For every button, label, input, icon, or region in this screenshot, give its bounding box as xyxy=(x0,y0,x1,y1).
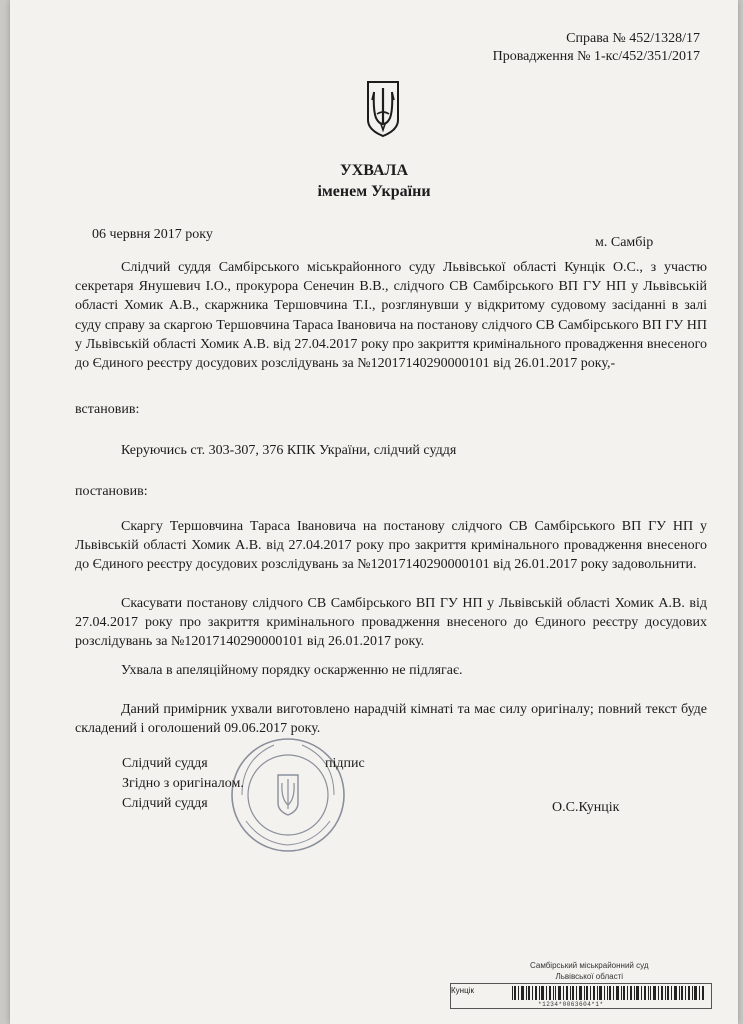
ruled-label: постановив: xyxy=(75,484,148,499)
title-ukhvala: УХВАЛА xyxy=(340,162,408,179)
document-page xyxy=(10,0,738,1024)
judge-label-2: Слідчий суддя xyxy=(122,796,208,811)
barcode-label: Кунцік xyxy=(451,986,474,995)
signature-word: підпис xyxy=(325,756,365,771)
intro-paragraph: Слідчий суддя Самбірського міськрайонного суду Львівської області Кунцік О.С., з участю секретаря Янушевич І.О., прокурора Сенечин В.В., слідчого СВ Самбірського ВП ГУ НП у Львівській області Хомик А.В., скаржника Тершовчина Т.І., розглянувши у відкритому судовому засіданні в залі суду справу за скаргою Тершовчина Тараса Івановича на постанову слідчого СВ Самбірського ВП ГУ НП у Львівській області Хомик А.В. від 27.04.2017 року про закриття кримінального провадження внесеного до Єдиного реєстру досудових розслідувань за №12017140290000101 від 26.01.2017 року,- xyxy=(75,260,707,372)
proceeding-number: Провадження № 1-кс/452/351/2017 xyxy=(492,49,700,64)
document-date: 06 червня 2017 року xyxy=(92,227,213,242)
document-title xyxy=(10,160,738,202)
established-label: встановив: xyxy=(75,402,140,417)
court-footer xyxy=(530,960,649,982)
barcode-digits: *1234*0063604*1* xyxy=(538,1001,604,1008)
judge-name: О.С.Кунцік xyxy=(552,800,620,815)
court-footer-line2: Львівської області xyxy=(555,972,624,981)
case-number: Справа № 452/1328/17 xyxy=(566,31,700,46)
copy-note-paragraph: Даний примірник ухвали виготовлено нарадчій кімнаті та має силу оригіналу; повний текст буде складений і оголошений 09.06.2017 року. xyxy=(75,702,707,737)
ruling-paragraph-1: Скаргу Тершовчина Тараса Івановича на постанову слідчого СВ Самбірського ВП ГУ НП у Львівській області Хомик А.В. від 27.04.2017 року про закриття кримінального провадження внесеного до Єдиного реєстру досудових розслідувань за №12017140290000101 від 26.01.2017 року задовольнити. xyxy=(75,519,707,573)
document-city: м. Самбір xyxy=(595,235,654,250)
guided-by-line: Керуючись ст. 303-307, 376 КПК України, слідчий суддя xyxy=(121,443,457,458)
title-name-of-ukraine: іменем України xyxy=(317,183,431,200)
true-copy-label: Згідно з оригіналом. xyxy=(122,776,244,791)
appeal-paragraph: Ухвала в апеляційному порядку оскарженню не підлягає. xyxy=(121,663,463,678)
coat-of-arms-icon xyxy=(366,80,400,138)
court-footer-line1: Самбірський міськрайонний суд xyxy=(530,961,649,970)
ruling-paragraph-2: Скасувати постанову слідчого СВ Самбірського ВП ГУ НП у Львівській області Хомик А.В. від 27.04.2017 року про закриття кримінального провадження внесеного до Єдиного реєстру досудових розслідувань за №12017140290000101 від 26.01.2017 року. xyxy=(75,596,707,650)
court-stamp-icon xyxy=(228,735,348,855)
case-number-block xyxy=(493,30,700,66)
judge-label-1: Слідчий суддя xyxy=(122,756,208,771)
